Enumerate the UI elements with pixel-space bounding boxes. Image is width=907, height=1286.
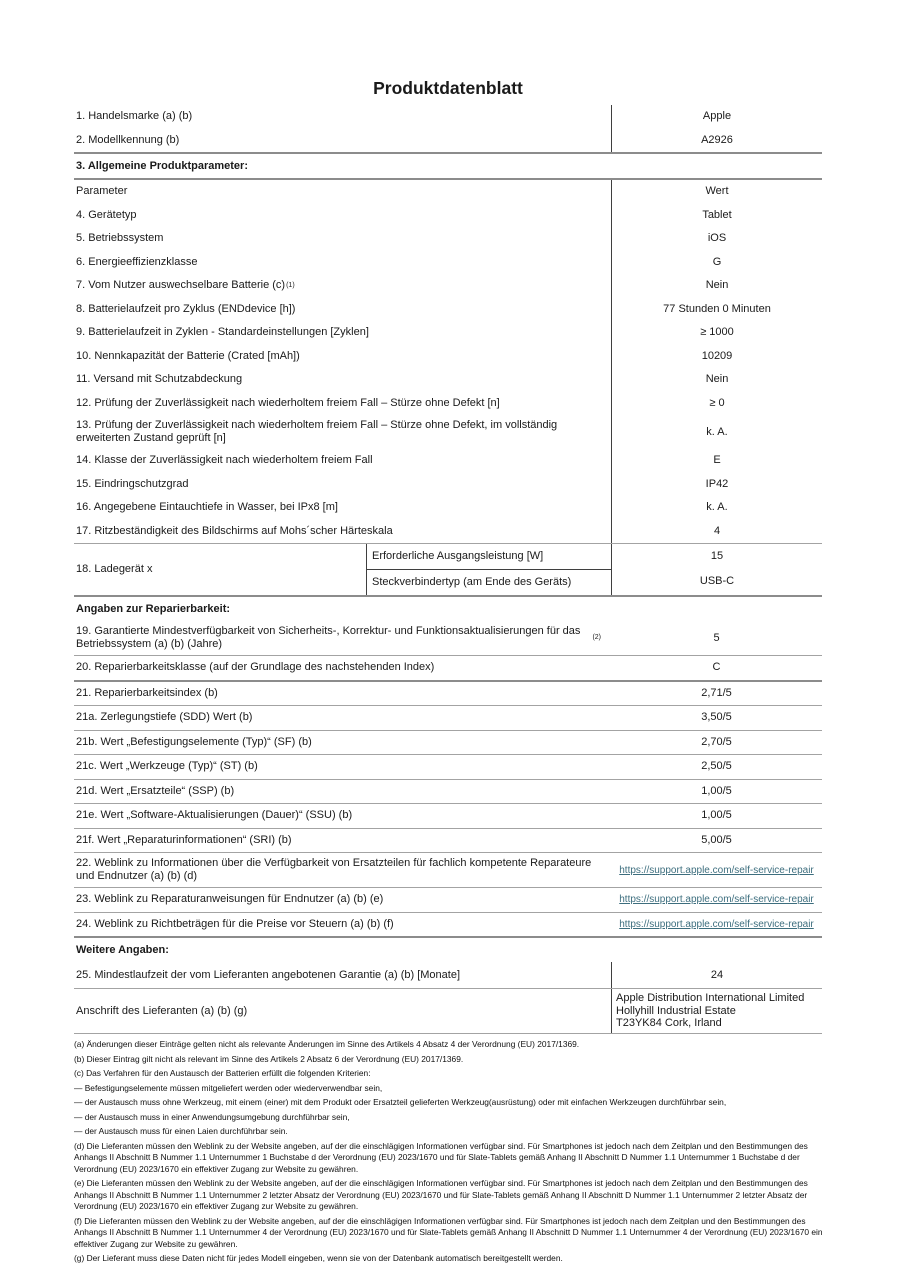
table-row [74,392,822,416]
footnote: (a) Änderungen dieser Einträge gelten nicht als relevante Änderungen im Sinne des Artikels 4 Absatz 4 der Verordnung (EU) 2017/1369. [74,1039,580,1049]
table-row [74,227,822,251]
row-label: 5. Betriebssystem [76,232,164,245]
row-label: 24. Weblink zu Richtbeträgen für die Preise vor Steuern (a) (b) (f) [76,917,394,930]
row-value: 24 [611,962,822,988]
row-label: 13. Prüfung der Zuverlässigkeit nach wiederholtem freiem Fall – Stürze ohne Defekt, im vollständig erweiterten Zustand geprüft [n] [76,419,558,444]
row-label: 22. Weblink zu Informationen über die Verfügbarkeit von Ersatzteilen für fachlich kompetente Reparateure und Endnutzer (a) (b) (d) [76,857,592,882]
charger-sub-label: Erforderliche Ausgangsleistung [W] [367,544,611,570]
table-row [74,368,822,392]
row-label: 21b. Wert „Befestigungselemente (Typ)“ (SF) (b) [76,735,312,748]
table-row [74,449,822,473]
row-value: A2926 [611,129,822,153]
charger-sub-value: USB-C [699,575,735,587]
charger-sub-label: Steckverbindertyp (am Ende des Geräts) [372,576,572,588]
footnote: — der Austausch muss in einer Anwendungsumgebung durchführbar sein, [74,1111,350,1122]
row-label: 21e. Wert „Software-Aktualisierungen (Dauer)“ (SSU) (b) [76,809,353,822]
row-value: Tablet [611,204,822,228]
footnote: (e) Die Lieferanten müssen den Weblink zu der Website angeben, auf der die einschlägigen Informationen verfügbar sind. Für Smartphones ist jedoch nach dem Zeitplan und den Bestimmungen des Anhangs II Abschnitt B Nummer 1.1 Unternummer 2 letzter Absatz der Verordnung (EU) 2023/1670 und für Slate-Tablets gemäß Anhang II Abschnitt D Nummer 1.1 Unternummer 2 letzter Absatz der Verordnung (EU) 2023/1670 ein effektiver Zugang zur Website zu gewähren. [74,1178,808,1211]
section-title-general: 3. Allgemeine Produktparameter: [74,152,822,180]
row-label: 14. Klasse der Zuverlässigkeit nach wiederholtem freiem Fall [76,454,373,467]
row-label: 12. Prüfung der Zuverlässigkeit nach wiederholtem freiem Fall – Stürze ohne Defekt [n] [76,396,500,409]
row-value: 5,00/5 [701,833,732,846]
self-service-repair-link[interactable]: https://support.apple.com/self-service-repair [619,918,814,930]
footnote: (d) Die Lieferanten müssen den Weblink zu der Website angeben, auf der die einschlägigen Informationen verfügbar sind. Für Smartphones ist jedoch nach dem Zeitplan und den Bestimmungen des Anhangs II Abschnitt B Nummer 1.1 Unternummer 1 Buchstabe d der Verordnung (EU) 2023/1670 und für Slate-Tablets gemäß Anhang II Abschnitt D Nummer 1.1 Unternummer 1 Buchstabe d der Verordnung (EU) 2023/1670 ein effektiver Zugang zur Website zu gewähren. [74,1140,808,1174]
footnote: — Befestigungselemente müssen mitgeliefert werden oder wiederverwendbar sein, [74,1082,383,1093]
row-value: 5 [713,631,720,644]
row-label: 19. Garantierte Mindestverfügbarkeit von Sicherheits-, Korrektur- und Funktionsaktualisierungen für das Betriebssystem (a) (b) (Jahre) [76,625,581,650]
row-label: 21c. Wert „Werkzeuge (Typ)“ (ST) (b) [76,760,258,773]
table-row [74,105,822,129]
row-label: 1. Handelsmarke (a) (b) [76,110,193,123]
row-value: 77 Stunden 0 Minuten [611,298,822,322]
row-value: IP42 [611,473,822,497]
row-value: 10209 [611,345,822,369]
table-row: 19. Garantierte Mindestverfügbarkeit von Sicherheits-, Korrektur- und Funktionsaktualisierungen für das Betriebssystem (a) (b) (Jahre) (2) 5 [74,621,822,656]
table-row [74,496,822,520]
table-row [74,888,822,913]
row-value: iOS [611,227,822,251]
row-value: Nein [611,368,822,392]
row-value: C [712,661,721,674]
section-title-additional: Weitere Angaben: [76,944,169,956]
table-row [74,520,822,544]
footnote: (f) Die Lieferanten müssen den Weblink zu der Website angeben, auf der die einschlägigen Informationen verfügbar sind. Für Smartphones ist jedoch nach dem Zeitplan und den Bestimmungen des Anhangs II Abschnitt B Nummer 1.1 Unternummer 4 der Verordnung (EU) 2023/1670 und für Slate-Tablets gemäß Anhang II Abschnitt D Nummer 1.1 Unternummer 4 der Verordnung (EU) 2023/1670 ein effektiver Zugang zur Website zu gewähren. [74,1215,823,1249]
table-row [74,731,822,756]
footnote: (g) Der Lieferant muss diese Daten nicht für jedes Modell eingeben, wenn sie von der Datenbank automatisch bereitgestellt werden. [74,1253,563,1263]
table-row [74,415,822,449]
row-value: 2,70/5 [701,735,732,748]
table-row [74,913,822,939]
row-label: 6. Energieeffizienzklasse [76,255,198,268]
row-value: 1,00/5 [701,784,732,797]
table-row [74,345,822,369]
charger-sub-value: 15 [710,550,724,562]
row-label: 11. Versand mit Schutzabdeckung [76,373,243,386]
row-value: k. A. [611,415,822,449]
footnote: — der Austausch muss ohne Werkzeug, mit einem (einer) mit dem Produkt oder Ersatzteil gelieferten Werkzeug(ausrüstung) oder mit einfachen Werkzeugen durchführbar sein, [74,1097,727,1107]
row-value: 1,00/5 [701,809,732,822]
table-row [74,473,822,497]
supplier-address-line: T23YK84 Cork, Irland [616,1017,722,1030]
page-title: Produktdatenblatt [373,78,523,98]
footnote: (c) Das Verfahren für den Austausch der Batterien erfüllt die folgenden Kriterien: [74,1068,371,1078]
table-row [74,204,822,228]
row-label: Anschrift des Lieferanten (a) (b) (g) [76,1004,248,1017]
row-label: 21f. Wert „Reparaturinformationen“ (SRI) (b) [76,833,292,846]
row-value: Apple [611,105,822,129]
row-value: Nein [611,274,822,298]
row-value: 4 [611,520,822,544]
column-header-row [74,180,822,204]
supplier-address-line: Apple Distribution International Limited [616,992,805,1005]
row-value: 2,71/5 [701,686,732,699]
table-row [74,804,822,829]
table-row [74,321,822,345]
section-title-repairability: Angaben zur Reparierbarkeit: [74,595,822,621]
table-row [74,706,822,731]
row-label: 8. Batterielaufzeit pro Zyklus (ENDdevice [h]) [76,302,296,315]
row-label: 18. Ladegerät x [76,563,153,575]
row-label: 10. Nennkapazität der Batterie (Crated [mAh]) [76,349,300,362]
table-row [74,682,822,707]
table-row: 7. Vom Nutzer auswechselbare Batterie (c) (1) Nein [74,274,822,298]
table-row [74,829,822,854]
row-label: 4. Gerätetyp [76,208,137,221]
table-row [74,853,822,888]
charger-row [74,543,822,595]
row-value: 3,50/5 [701,711,732,724]
table-row [74,129,822,153]
self-service-repair-link[interactable]: https://support.apple.com/self-service-repair [619,864,814,876]
supplier-row [74,989,822,1034]
row-value: G [611,251,822,275]
table-row [74,298,822,322]
row-label: 17. Ritzbeständigkeit des Bildschirms auf Mohs´scher Härteskala [76,524,393,537]
row-value: k. A. [611,496,822,520]
table-row [74,755,822,780]
supplier-address-line: Hollyhill Industrial Estate [616,1004,736,1017]
row-label: 2. Modellkennung (b) [76,133,180,146]
column-header-parameter: Parameter [76,185,128,198]
row-label: 15. Eindringschutzgrad [76,477,189,490]
row-label: 21a. Zerlegungstiefe (SDD) Wert (b) [76,711,253,724]
row-label: 16. Angegebene Eintauchtiefe in Wasser, bei IPx8 [m] [76,501,338,514]
footnote: (b) Dieser Eintrag gilt nicht als relevant im Sinne des Artikels 2 Absatz 6 der Verordnung (EU) 2017/1369. [74,1053,464,1064]
row-value: 2,50/5 [701,760,732,773]
row-value: ≥ 1000 [611,321,822,345]
footnotes [74,1039,836,1265]
datasheet-table [74,105,822,1034]
row-label: 23. Weblink zu Reparaturanweisungen für Endnutzer (a) (b) (e) [76,893,384,906]
table-row [74,962,822,989]
self-service-repair-link[interactable]: https://support.apple.com/self-service-repair [619,894,814,906]
row-label: 7. Vom Nutzer auswechselbare Batterie (c) [76,279,286,292]
row-label: 20. Reparierbarkeitsklasse (auf der Grundlage des nachstehenden Index) [76,661,435,674]
row-value: ≥ 0 [611,392,822,416]
row-label: 25. Mindestlaufzeit der vom Lieferanten angebotenen Garantie (a) (b) [Monate] [76,968,461,981]
table-row [74,251,822,275]
table-row [74,656,822,682]
row-label: 21. Reparierbarkeitsindex (b) [76,686,218,699]
footnote: — der Austausch muss für einen Laien durchführbar sein. [74,1126,288,1136]
row-value: E [611,449,822,473]
column-header-value: Wert [611,180,822,204]
row-label: 9. Batterielaufzeit in Zyklen - Standardeinstellungen [Zyklen] [76,326,369,339]
table-row [74,780,822,805]
supplier-address [611,989,822,1033]
row-label: 21d. Wert „Ersatzteile“ (SSP) (b) [76,784,235,797]
